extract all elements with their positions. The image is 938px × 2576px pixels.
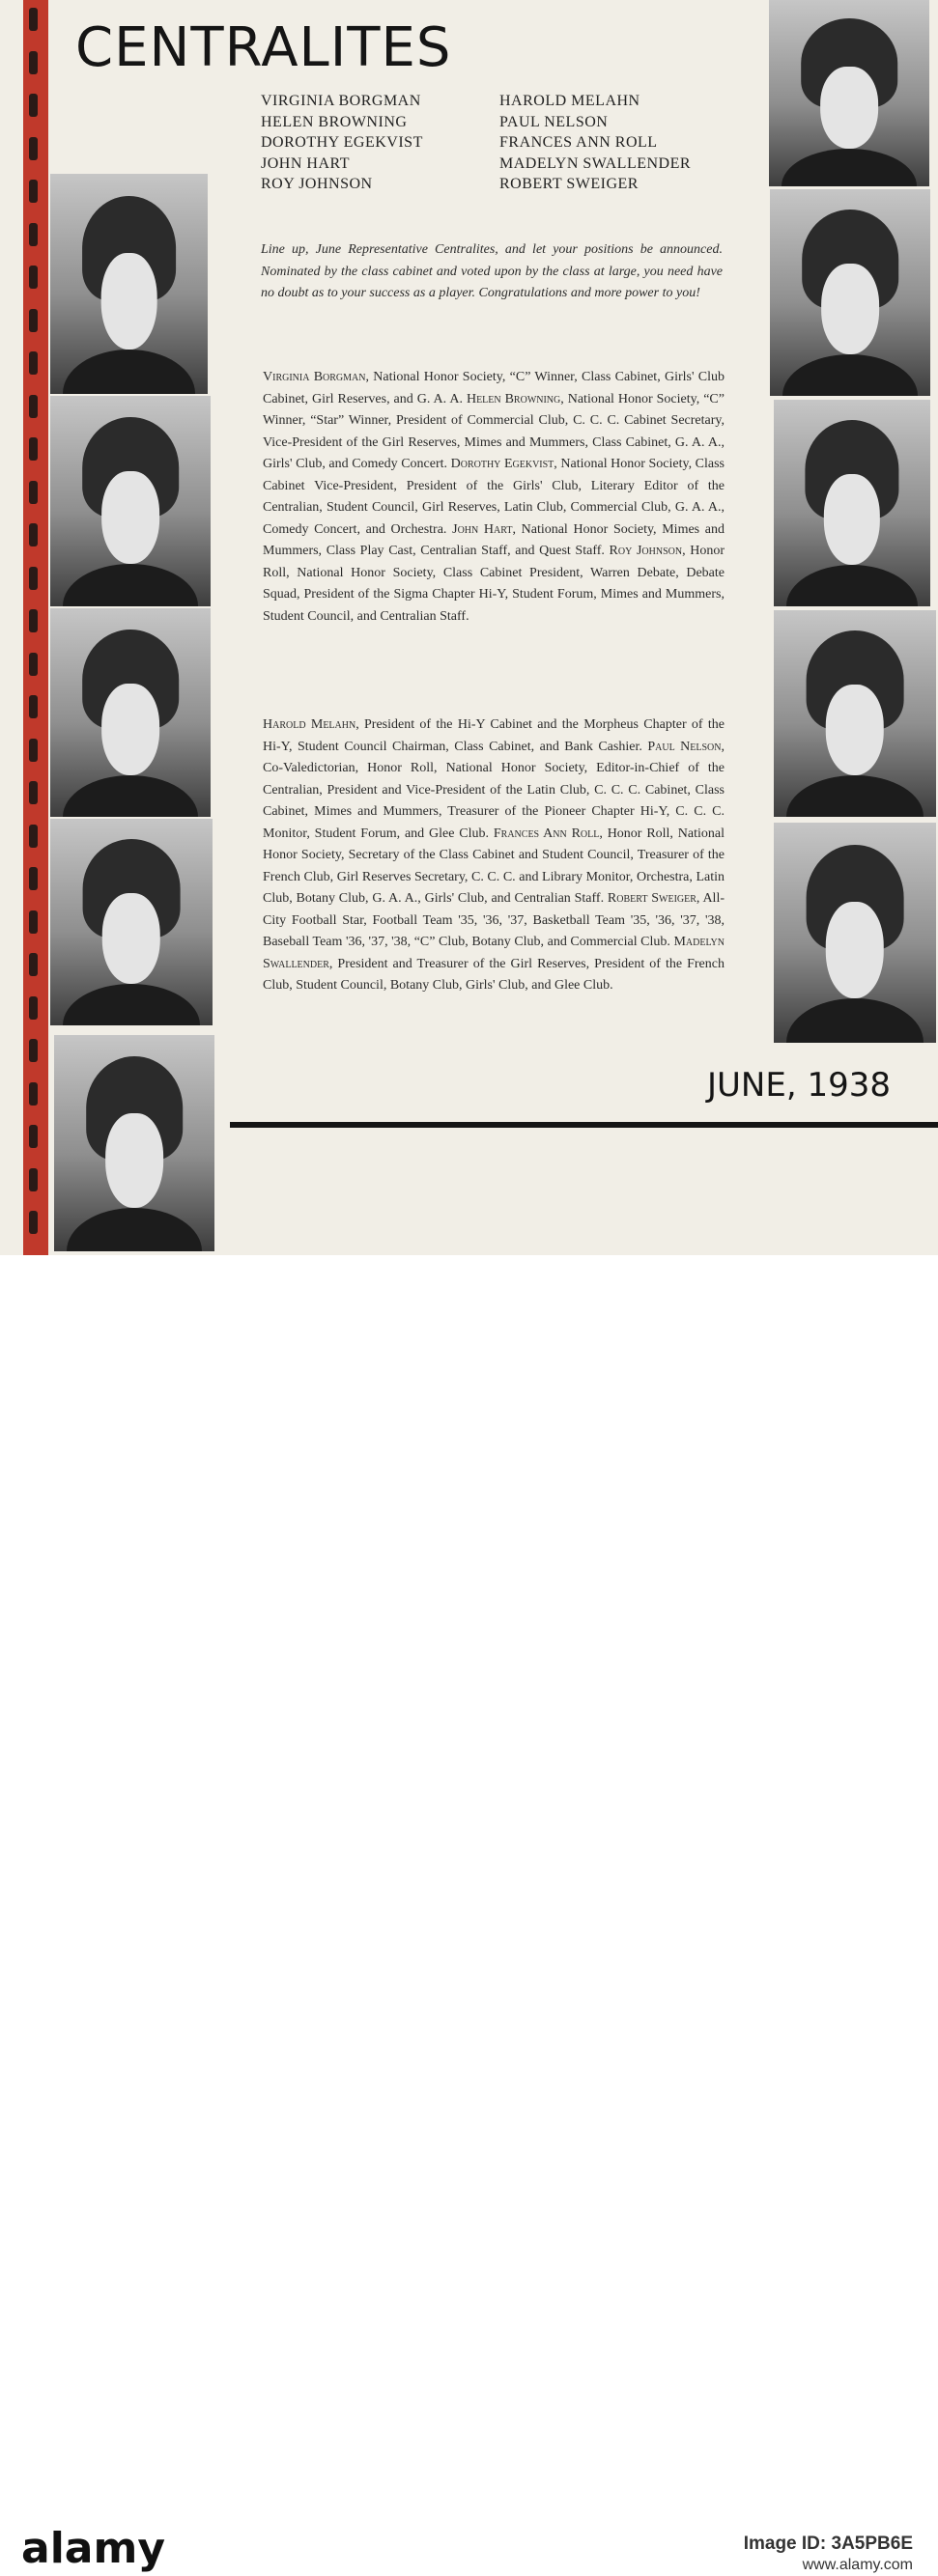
name-item: HELEN BROWNING [261,113,408,130]
page-title: CENTRALITES [75,16,452,79]
binding-ring [29,1168,38,1191]
bio-text: , President of the Hi-Y Cabinet and the Morpheus Chapter of the Hi-Y, Student Council Chairman, Class Cabinet, and Bank Cashier. [263,717,725,754]
bio-paragraph-2 [263,714,725,997]
portrait-photo [774,823,936,1043]
binding-ring [29,781,38,804]
bio-name: Dorothy Egekvist [450,457,554,471]
bio-text: , Honor Roll, National Honor Society, Class Cabinet President, Warren Debate, Debate Squad, President of the Sigma Chapter Hi-Y, Student Forum, Mimes and Mummers, Student Council, and Centralian Staff. [263,544,725,624]
binding-ring [29,1211,38,1234]
binding-ring [29,567,38,590]
binding-ring [29,223,38,246]
bio-paragraph-1 [263,367,725,628]
bio-name: Harold Melahn [263,717,356,732]
issue-date: JUNE, 1938 [707,1066,891,1105]
bio-text: , All-City Football Star, Football Team '35, '36, '37, Basketball Team '35, '36, '37, '38, Baseball Team '36, '37, '38, “C” Club, Botany Club, and Commercial Club. [263,891,725,949]
binding-ring [29,867,38,890]
bio-text: , National Honor Society, Mimes and Mummers, Class Play Cast, Centralian Staff, and Quest Staff. [263,521,725,558]
binding-ring [29,523,38,546]
watermark-footer [0,1255,938,2573]
name-item: DOROTHY EGEKVIST [261,134,423,151]
bio-name: Robert Sweiger [607,891,696,906]
portrait-photo [774,400,930,606]
binding-ring [29,437,38,461]
bio-name: Virginia Borgman [263,370,366,384]
binding-ring [29,953,38,976]
bio-text: , National Honor Society, Class Cabinet Vice-President, President of the Girls' Club, Literary Editor of the Centralian, Student Council, Girl Reserves, Latin Club, Commercial Club, G. A. A., Comedy Concert, and Orchestra. [263,457,725,537]
names-list-left [261,91,423,195]
name-item: ROBERT SWEIGER [499,176,639,192]
bottom-rule [230,1122,938,1128]
portrait-photo [50,819,213,1025]
portrait-photo [774,610,936,817]
bio-text: , National Honor Society, “C” Winner, Class Cabinet, Girls' Club Cabinet, Girl Reserves, and G. A. A. [263,370,725,406]
binding-ring [29,94,38,117]
binding-ring [29,910,38,934]
name-item: PAUL NELSON [499,113,609,130]
binding-ring [29,1039,38,1062]
bio-text: , President and Treasurer of the Girl Reserves, President of the French Club, Student Council, Botany Club, Girls' Club, and Glee Club. [263,956,725,993]
bio-name: Paul Nelson [647,739,722,754]
name-item: FRANCES ANN ROLL [499,134,658,151]
spiral-binding [23,0,48,1255]
binding-ring [29,266,38,289]
binding-ring [29,825,38,848]
bio-text: , Co-Valedictorian, Honor Roll, National Honor Society, Editor-in-Chief of the Centralian, President and Vice-President of the Latin Club, C. C. C. Cabinet, Class Cabinet, Mimes and Mummers, Treasurer of the Pioneer Chapter Hi-Y, C. C. C. Monitor, Student Forum, and Glee Club. [263,739,725,841]
binding-ring [29,51,38,74]
name-item: HAROLD MELAHN [499,93,640,109]
portrait-photo [50,608,211,817]
binding-ring [29,309,38,332]
binding-ring [29,653,38,676]
intro-paragraph: Line up, June Representative Centralites, and let your positions be announced. Nominated by the class cabinet and voted upon by the class at large, you need have no doubt as to your success as a player. Congratulations and more power to you! [261,242,723,300]
binding-ring [29,1125,38,1148]
binding-ring [29,137,38,160]
name-item: VIRGINIA BORGMAN [261,93,421,109]
bio-name: Helen Browning [466,391,561,406]
binding-ring [29,481,38,504]
portrait-photo [50,174,208,394]
names-list-right [499,91,691,195]
binding-ring [29,8,38,31]
binding-ring [29,395,38,418]
footer-info [744,2534,913,2576]
portrait-photo [54,1035,214,1251]
binding-ring [29,1082,38,1106]
name-item: ROY JOHNSON [261,176,373,192]
binding-ring [29,351,38,375]
name-item: MADELYN SWALLENDER [499,154,692,172]
site-url: www.alamy.com [802,2557,913,2573]
yearbook-page [0,0,938,1255]
bio-name: Madelyn Swallender [263,935,725,971]
name-item: JOHN HART [261,154,350,172]
binding-ring [29,180,38,203]
portrait-photo [50,396,211,606]
binding-ring [29,695,38,718]
bio-text: , Honor Roll, National Honor Society, Secretary of the Class Cabinet and Student Council, Treasurer of the French Club, Girl Reserves Secretary, C. C. C. and Library Monitor, Orchestra, Latin Club, Botany Club, G. A. A., Girls' Club, and Centralian Staff. [263,826,725,906]
bio-name: John Hart [452,521,513,537]
image-id: Image ID: 3A5PB6E [743,2534,913,2554]
portrait-photo [770,189,930,396]
alamy-logo: alamy [21,2524,165,2573]
binding-ring [29,996,38,1020]
binding-ring [29,739,38,762]
bio-text: , National Honor Society, “C” Winner, “Star” Winner, President of Commercial Club, C. C. C. Cabinet Secretary, Vice-President of the Girl Reserves, Mimes and Mummers, Class Cabinet, G. A. A., Girls' Club, and Comedy Concert. [263,391,725,471]
bio-name: Frances Ann Roll [493,826,600,841]
bio-name: Roy Johnson [609,544,683,558]
binding-ring [29,609,38,632]
portrait-photo [769,0,929,186]
